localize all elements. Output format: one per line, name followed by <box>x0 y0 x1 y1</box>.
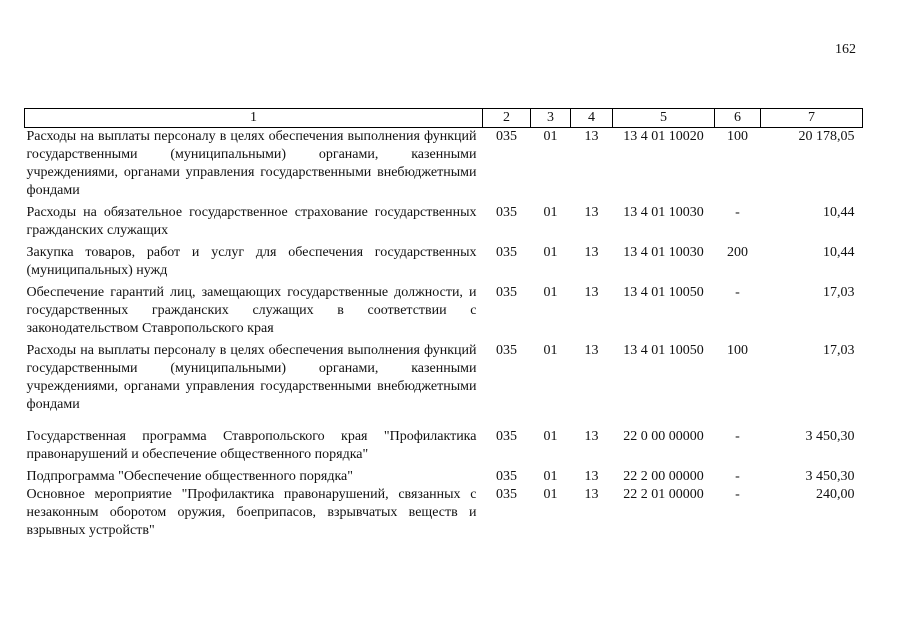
cell-section: 01 <box>543 469 558 484</box>
cell-target-article: 13 4 01 10050 <box>623 285 704 300</box>
column-header: 5 <box>613 109 715 128</box>
column-header: 6 <box>715 109 761 128</box>
cell-subsection: 13 <box>584 343 599 358</box>
cell-ministry-code: 035 <box>496 487 517 502</box>
column-header: 7 <box>761 109 863 128</box>
cell-ministry-code: 035 <box>496 343 517 358</box>
spacer-cell <box>25 414 863 428</box>
row-description: Обеспечение гарантий лиц, замещающих государственные должности, и государственных гражданских служащих в соответствии с законодательством Ставропольского края <box>26 285 477 336</box>
cell-expense-type: - <box>735 469 740 484</box>
row-description: Подпрограмма "Обеспечение общественного порядка" <box>26 469 353 484</box>
cell-amount: 20 178,05 <box>798 129 855 144</box>
cell-expense-type: 200 <box>727 245 748 260</box>
table-row <box>25 428 863 468</box>
column-header: 4 <box>571 109 613 128</box>
column-header: 1 <box>25 109 483 128</box>
row-spacer <box>25 414 863 428</box>
cell-section: 01 <box>543 487 558 502</box>
cell-target-article: 22 0 00 00000 <box>623 429 704 444</box>
cell-section: 01 <box>543 343 558 358</box>
cell-section: 01 <box>543 205 558 220</box>
cell-target-article: 13 4 01 10030 <box>623 205 704 220</box>
cell-section: 01 <box>543 285 558 300</box>
table-header-row <box>25 109 863 128</box>
cell-subsection: 13 <box>584 129 599 144</box>
cell-amount: 10,44 <box>823 245 855 260</box>
table-row <box>25 342 863 414</box>
cell-expense-type: - <box>735 487 740 502</box>
row-description: Расходы на выплаты персоналу в целях обеспечения выполнения функций государственными (муниципальными) органами, казенными учреждениями, органами управления государственными внебюджетными фондами <box>26 343 477 412</box>
column-header: 2 <box>483 109 531 128</box>
cell-amount: 240,00 <box>816 487 855 502</box>
cell-target-article: 22 2 00 00000 <box>623 469 704 484</box>
column-header: 3 <box>531 109 571 128</box>
cell-expense-type: - <box>735 429 740 444</box>
cell-section: 01 <box>543 429 558 444</box>
row-description: Расходы на выплаты персоналу в целях обеспечения выполнения функций государственными (муниципальными) органами, казенными учреждениями, органами управления государственными внебюджетными фондами <box>26 129 477 198</box>
row-description: Государственная программа Ставропольского края "Профилактика правонарушений и обеспечение общественного порядка" <box>26 429 477 462</box>
cell-subsection: 13 <box>584 469 599 484</box>
cell-amount: 17,03 <box>823 343 855 358</box>
cell-subsection: 13 <box>584 205 599 220</box>
cell-subsection: 13 <box>584 487 599 502</box>
table-row <box>25 128 863 205</box>
budget-table <box>24 108 863 540</box>
cell-section: 01 <box>543 245 558 260</box>
cell-subsection: 13 <box>584 245 599 260</box>
row-description: Расходы на обязательное государственное страхование государственных гражданских служащих <box>26 205 477 238</box>
cell-ministry-code: 035 <box>496 205 517 220</box>
cell-target-article: 22 2 01 00000 <box>623 487 704 502</box>
table-row <box>25 468 863 486</box>
page-number: 162 <box>835 42 856 57</box>
cell-amount: 3 450,30 <box>805 429 855 444</box>
table-row <box>25 204 863 244</box>
table-row <box>25 244 863 284</box>
cell-amount: 17,03 <box>823 285 855 300</box>
row-description: Закупка товаров, работ и услуг для обеспечения государственных (муниципальных) нужд <box>26 245 477 278</box>
cell-subsection: 13 <box>584 285 599 300</box>
cell-ministry-code: 035 <box>496 429 517 444</box>
cell-expense-type: - <box>735 205 740 220</box>
cell-expense-type: - <box>735 285 740 300</box>
cell-subsection: 13 <box>584 429 599 444</box>
cell-expense-type: 100 <box>727 343 748 358</box>
cell-expense-type: 100 <box>727 129 748 144</box>
cell-amount: 3 450,30 <box>805 469 855 484</box>
cell-section: 01 <box>543 129 558 144</box>
table-row <box>25 284 863 342</box>
cell-ministry-code: 035 <box>496 129 517 144</box>
cell-amount: 10,44 <box>823 205 855 220</box>
cell-target-article: 13 4 01 10020 <box>623 129 704 144</box>
cell-target-article: 13 4 01 10030 <box>623 245 704 260</box>
cell-ministry-code: 035 <box>496 285 517 300</box>
cell-target-article: 13 4 01 10050 <box>623 343 704 358</box>
cell-ministry-code: 035 <box>496 469 517 484</box>
table-row <box>25 486 863 540</box>
row-description: Основное мероприятие "Профилактика правонарушений, связанных с незаконным оборотом оружия, боеприпасов, взрывчатых веществ и взрывных устройств" <box>26 487 477 538</box>
cell-ministry-code: 035 <box>496 245 517 260</box>
